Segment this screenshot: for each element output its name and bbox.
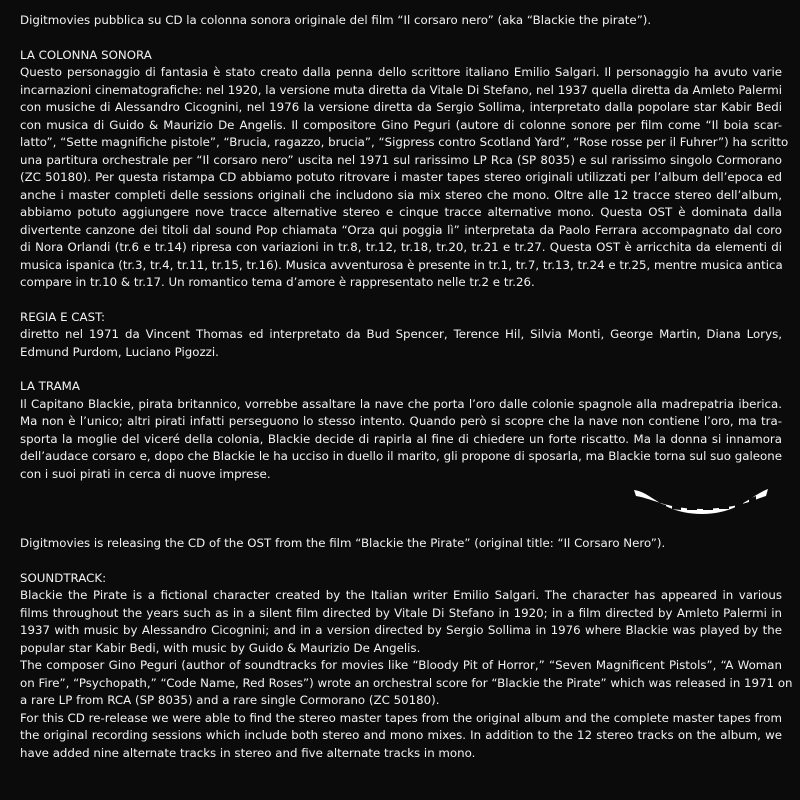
english-section xyxy=(20,535,793,762)
text-line: on Fire”, “Psychopath,” “Code Name, Red Roses”) wrote an orchestral score for “Blackie the Pirate” which was released in 1971 on xyxy=(20,675,793,690)
text-line: have added nine alternate tracks in stereo and five alternate tracks in mono. xyxy=(20,745,476,760)
english-soundtrack-paragraph xyxy=(20,587,793,762)
text-line: 1937 with music by Alessandro Cicognini; and in a version directed by Sergio Sollima in 1976 where Blackie was played by the xyxy=(20,623,782,637)
italian-cast-paragraph xyxy=(20,326,782,361)
text-line: dell’audace corsaro e, dopo che Blackie le ha ucciso in duello il marito, gli propone di sposarla, ma Blackie torna sul suo galeone xyxy=(20,449,782,463)
text-line: abbiamo potuto aggiungere nove tracce alternative stereo e cinque tracce alternative mono. Questa OST è dominata dalla xyxy=(20,205,782,219)
english-soundtrack-heading: SOUNDTRACK: xyxy=(20,570,107,585)
text-line: con i suoi pirati in cerca di nuove imprese. xyxy=(20,466,271,481)
text-line: The composer Gino Peguri (author of soundtracks for movies like “Bloody Pit of Horror,” “Seven Magnificent Pistols”, “A Woman xyxy=(20,658,782,672)
text-line: con musiche di Alessandro Cicognini, nel 1976 la versione diretta da Sergio Sollima, interpretato dalla popolare star Kabir Bedi xyxy=(20,100,782,114)
text-line: For this CD re-release we were able to find the stereo master tapes from the original album and the complete master tapes from xyxy=(20,710,782,725)
text-line: divertente canzone dei titoli dal sound Pop chiamata “Orza qui poggia lì” interpretata da Paolo Ferrara accompagnato dal coro xyxy=(20,222,782,237)
text-line: Questo personaggio di fantasia è stato creato dalla penna dello scrittore italiano Emilio Salgari. Il personaggio ha avuto varie xyxy=(20,65,782,79)
italian-plot-heading: LA TRAMA xyxy=(20,379,80,393)
text-line: Il Capitano Blackie, pirata britannico, vorrebbe assaltare la nave che porta l’oro dalle colonie spagnole alla madrepatria iberica. xyxy=(20,396,782,411)
italian-soundtrack-paragraph xyxy=(20,64,789,292)
text-line: latto”, “Sette magnifiche pistole”, “Brucia, ragazzo, brucia”, “Sigpress contro Scotland Yard”, “Rose rosse per il Fuhrer”) ha scritto xyxy=(20,135,789,149)
text-line: Ma non è l’unico; altri pirati infatti perseguono lo stesso intento. Quando però si scopre che la nave non contiene l’oro, ma tra- xyxy=(20,414,782,428)
text-line: incarnazioni cinematografiche: nel 1920, la versione muta diretta da Vitale Di Stefano, nel 1937 quella diretta da Amleto Palermi xyxy=(20,82,782,97)
italian-cast-heading: REGIA E CAST: xyxy=(20,309,105,324)
text-line: Blackie the Pirate is a fictional character created by the Italian writer Emilio Salgari. The character has appeared in various xyxy=(20,588,782,602)
italian-soundtrack-heading: LA COLONNA SONORA xyxy=(20,47,152,62)
booklet-page xyxy=(20,12,789,483)
text-line: di Nora Orlandi (tr.6 e tr.14) ripresa con variazioni in tr.8, tr.12, tr.18, tr.20, tr.21 e tr.27. Questa OST è arricchita da elementi di xyxy=(20,240,782,254)
text-line: the original recording sessions which include both stereo and mono mixes. In addition to the 12 stereo tracks on the album, we xyxy=(20,728,782,742)
film-strip-logo-icon xyxy=(632,484,772,518)
text-line: con musica di Guido & Maurizio De Angelis. Il compositore Gino Peguri (autore di colonne sonore per film come “Il boia scar- xyxy=(20,117,782,132)
italian-intro: Digitmovies pubblica su CD la colonna sonora originale del film “Il corsaro nero” (aka “Blackie the pirate”). xyxy=(20,13,652,27)
text-line: a rare LP from RCA (SP 8035) and a rare single Cormorano (ZC 50180). xyxy=(20,693,440,707)
text-line: Edmund Purdom, Luciano Pigozzi. xyxy=(20,344,219,359)
english-intro: Digitmovies is releasing the CD of the OST from the film “Blackie the Pirate” (original title: “Il Corsaro Nero”). xyxy=(20,536,666,550)
text-line: compare in tr.10 & tr.17. Un romantico tema d’amore è rappresentato nelle tr.2 e tr.26. xyxy=(20,275,535,289)
digitmovies-logo xyxy=(632,484,772,518)
text-line: (ZC 50180). Per questa ristampa CD abbiamo potuto ritrovare i master tapes stereo originali utilizzati per l’album dell’epoca ed xyxy=(20,170,782,184)
text-line: anche i master completi delle sessions originali che includono sia mix stereo che mono. Oltre alle 12 tracce stereo dell’album, xyxy=(20,187,782,202)
text-line: sporta la moglie del viceré della colonia, Blackie decide di rapirla al fine di chiedere un forte riscatto. Ma la donna si innamora xyxy=(20,431,782,446)
italian-plot-paragraph xyxy=(20,396,782,484)
text-line: films throughout the years such as in a silent film directed by Vitale Di Stefano in 1920; in a film directed by Amleto Palermi in xyxy=(20,605,782,620)
text-line: musica ispanica (tr.3, tr.4, tr.11, tr.15, tr.16). Musica avventurosa è presente in tr.1, tr.7, tr.13, tr.24 e tr.25, mentre musica antica xyxy=(20,257,783,272)
text-line: popular star Kabir Bedi, with music by Guido & Maurizio De Angelis. xyxy=(20,640,421,655)
text-line: una partitura orchestrale per “Il corsaro nero” uscita nel 1971 sul rarissimo LP Rca (SP 8035) e sul rarissimo singolo Cormorano xyxy=(20,152,782,167)
text-line: diretto nel 1971 da Vincent Thomas ed interpretato da Bud Spencer, Terence Hil, Silvia Monti, George Martin, Diana Lorys, xyxy=(20,327,782,341)
